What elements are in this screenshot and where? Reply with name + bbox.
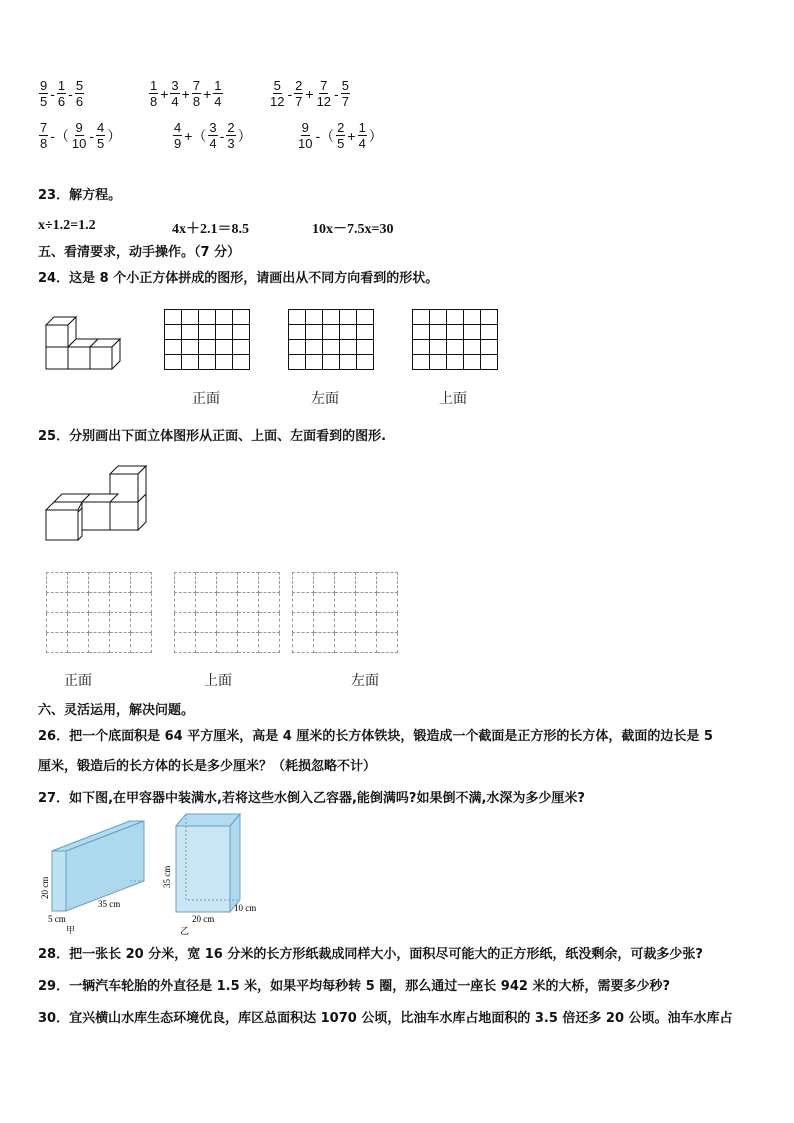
q27-title: 27．如下图,在甲容器中装满水,若将这些水倒入乙容器,能倒满吗?如果倒不满,水深为多少厘米? — [38, 791, 585, 806]
fraction — [341, 78, 350, 109]
q24-label-left: 左面 — [311, 390, 339, 406]
q27-yi-width: 20 cm — [192, 914, 215, 924]
denominator: 4 — [358, 136, 366, 151]
q27-jia-length: 35 cm — [98, 899, 121, 909]
q25-label-front: 正面 — [64, 672, 92, 688]
arith-row1-expr3 — [268, 78, 351, 109]
grid-cell[interactable] — [377, 613, 398, 633]
q24-label-top: 上面 — [439, 390, 467, 406]
grid-cell[interactable] — [430, 355, 447, 370]
grid-cell[interactable] — [314, 633, 335, 653]
grid-cell[interactable] — [464, 340, 481, 355]
q27-jia-width: 5 cm — [48, 914, 66, 924]
q27-yi-name: 乙 — [180, 926, 190, 936]
grid-cell[interactable] — [131, 613, 152, 633]
grid-cell[interactable] — [182, 340, 199, 355]
fraction — [316, 78, 332, 109]
denominator: 12 — [316, 94, 332, 109]
grid-cell[interactable] — [89, 613, 110, 633]
grid-cell[interactable] — [447, 340, 464, 355]
denominator: 8 — [150, 94, 158, 109]
grid-cell[interactable] — [447, 325, 464, 340]
grid-cell[interactable] — [182, 325, 199, 340]
grid-cell[interactable] — [68, 633, 89, 653]
grid-cell[interactable] — [233, 310, 250, 325]
grid-cell[interactable] — [335, 573, 356, 593]
grid-cell[interactable] — [357, 340, 374, 355]
grid-cell[interactable] — [199, 355, 216, 370]
denominator: 4 — [171, 94, 179, 109]
grid-cell[interactable] — [356, 593, 377, 613]
q24-cube-figure — [42, 310, 126, 374]
fraction — [170, 78, 179, 109]
grid-cell[interactable] — [199, 340, 216, 355]
numerator: 7 — [40, 120, 48, 135]
q27-jia-name: 甲 — [66, 925, 76, 935]
denominator: 12 — [270, 94, 285, 109]
numerator: 4 — [97, 120, 105, 135]
q25-label-left: 左面 — [351, 672, 379, 688]
denominator: 8 — [40, 136, 48, 151]
q25-cube-figure — [42, 464, 152, 544]
grid-cell[interactable] — [233, 355, 250, 370]
arith-row1-expr2 — [148, 78, 224, 109]
fraction — [297, 120, 313, 151]
grid-cell[interactable] — [89, 633, 110, 653]
grid-cell[interactable] — [196, 593, 217, 613]
grid-cell[interactable] — [464, 310, 481, 325]
operator: - — [68, 85, 73, 102]
denominator: 10 — [71, 136, 87, 151]
fraction — [269, 78, 285, 109]
grid-cell[interactable] — [447, 310, 464, 325]
denominator: 5 — [97, 136, 105, 151]
fraction — [173, 120, 182, 151]
grid-cell[interactable] — [340, 325, 357, 340]
numerator: 2 — [295, 78, 303, 93]
grid-cell[interactable] — [238, 633, 259, 653]
fraction — [208, 120, 217, 151]
numerator: 5 — [273, 78, 281, 93]
q27-container-yi — [156, 810, 276, 936]
grid-cell[interactable] — [165, 355, 182, 370]
grid-cell[interactable] — [481, 310, 498, 325]
grid-cell[interactable] — [165, 340, 182, 355]
numerator: 9 — [40, 78, 48, 93]
fraction — [192, 78, 201, 109]
grid-cell[interactable] — [47, 613, 68, 633]
grid-cell[interactable] — [131, 633, 152, 653]
grid-cell[interactable] — [430, 325, 447, 340]
grid-cell[interactable] — [182, 310, 199, 325]
grid-cell[interactable] — [47, 633, 68, 653]
denominator: 9 — [174, 136, 182, 151]
operator: + — [181, 85, 190, 102]
grid-cell[interactable] — [306, 310, 323, 325]
grid-cell[interactable] — [447, 355, 464, 370]
q25-label-top: 上面 — [204, 672, 232, 688]
section6-heading: 六、灵活运用，解决问题。 — [38, 703, 195, 718]
numerator: 7 — [320, 78, 328, 93]
grid-cell[interactable] — [377, 633, 398, 653]
fraction — [96, 120, 105, 151]
denominator: 8 — [192, 94, 201, 109]
grid-cell[interactable] — [289, 355, 306, 370]
grid-cell[interactable] — [293, 573, 314, 593]
denominator: 3 — [227, 136, 235, 151]
fraction — [75, 78, 84, 109]
grid-cell[interactable] — [356, 633, 377, 653]
q27-yi-depth: 10 cm — [234, 903, 257, 913]
grid-cell[interactable] — [216, 325, 233, 340]
grid-cell[interactable] — [238, 573, 259, 593]
grid-cell[interactable] — [238, 613, 259, 633]
operator: + — [305, 85, 314, 102]
grid-cell[interactable] — [306, 340, 323, 355]
q24-grid-top[interactable] — [412, 309, 498, 370]
q26-line1: 26．把一个底面积是 64 平方厘米，高是 4 厘米的长方体铁块，锻造成一个截面是正方形的长方体，截面的边长是 5 — [38, 729, 713, 744]
grid-cell[interactable] — [413, 325, 430, 340]
grid-cell[interactable] — [314, 613, 335, 633]
numerator: 2 — [337, 120, 345, 135]
q29-text: 29．一辆汽车轮胎的外直径是 1.5 米，如果平均每秒转 5 圈，那么通过一座长 942 米的大桥，需要多少秒? — [38, 979, 670, 994]
grid-cell[interactable] — [233, 340, 250, 355]
grid-cell[interactable] — [323, 340, 340, 355]
grid-cell[interactable] — [68, 573, 89, 593]
grid-cell[interactable] — [293, 613, 314, 633]
denominator: 5 — [40, 94, 48, 109]
operator: ） — [107, 127, 122, 144]
grid-cell[interactable] — [430, 310, 447, 325]
grid-cell[interactable] — [293, 593, 314, 613]
grid-cell[interactable] — [335, 633, 356, 653]
numerator: 1 — [150, 78, 158, 93]
numerator: 2 — [227, 120, 235, 135]
grid-cell[interactable] — [340, 310, 357, 325]
grid-cell[interactable] — [356, 573, 377, 593]
fraction — [39, 120, 48, 151]
numerator: 1 — [57, 78, 66, 93]
q25-grid-top[interactable] — [174, 572, 280, 653]
grid-cell[interactable] — [314, 593, 335, 613]
grid-cell[interactable] — [314, 573, 335, 593]
grid-cell[interactable] — [217, 613, 238, 633]
q30-text: 30．宜兴横山水库生态环境优良，库区总面积达 1070 公顷，比油车水库占地面积的 3.5 倍还多 20 公顷。油车水库占 — [38, 1011, 733, 1026]
grid-cell[interactable] — [481, 355, 498, 370]
q27-yi-height: 35 cm — [162, 865, 172, 888]
q25-title: 25．分别画出下面立体图形从正面、上面、左面看到的图形. — [38, 429, 387, 444]
numerator: 1 — [214, 78, 222, 93]
grid-cell[interactable] — [377, 573, 398, 593]
grid-cell[interactable] — [175, 593, 196, 613]
grid-cell[interactable] — [131, 593, 152, 613]
grid-cell[interactable] — [110, 593, 131, 613]
operator: - — [219, 127, 225, 144]
grid-cell[interactable] — [357, 325, 374, 340]
numerator: 5 — [341, 78, 349, 93]
q24-grid-front[interactable] — [164, 309, 250, 370]
grid-cell[interactable] — [306, 355, 323, 370]
grid-cell[interactable] — [217, 573, 238, 593]
grid-cell[interactable] — [217, 593, 238, 613]
denominator: 4 — [209, 136, 217, 151]
fraction — [226, 120, 235, 151]
grid-cell[interactable] — [196, 633, 217, 653]
q26-line2: 厘米，锻造后的长方体的长是多少厘米？（耗损忽略不计） — [38, 759, 377, 774]
grid-cell[interactable] — [175, 613, 196, 633]
grid-cell[interactable] — [464, 355, 481, 370]
grid-cell[interactable] — [110, 573, 131, 593]
operator: + — [347, 127, 356, 144]
grid-cell[interactable] — [199, 325, 216, 340]
operator: +（ — [184, 127, 207, 144]
grid-cell[interactable] — [340, 340, 357, 355]
grid-cell[interactable] — [464, 325, 481, 340]
grid-cell[interactable] — [289, 325, 306, 340]
denominator: 10 — [298, 136, 313, 151]
denominator: 6 — [75, 94, 84, 109]
q25-grid-left[interactable] — [292, 572, 398, 653]
operator: + — [203, 85, 212, 102]
grid-cell[interactable] — [259, 573, 280, 593]
fraction — [213, 78, 222, 109]
operator: + — [160, 85, 169, 102]
numerator: 7 — [192, 78, 201, 93]
grid-cell[interactable] — [196, 613, 217, 633]
fraction — [294, 78, 303, 109]
grid-cell[interactable] — [233, 325, 250, 340]
operator: -（ — [315, 127, 335, 144]
grid-cell[interactable] — [357, 355, 374, 370]
fraction — [57, 78, 66, 109]
q23-eq2: 4x＋2.1＝8.5 — [172, 222, 249, 237]
denominator: 6 — [57, 94, 66, 109]
grid-cell[interactable] — [47, 573, 68, 593]
grid-cell[interactable] — [110, 633, 131, 653]
operator: -（ — [50, 127, 69, 144]
q28-text: 28．把一张长 20 分米，宽 16 分米的长方形纸裁成同样大小，面积尽可能大的正方形纸，纸没剩余，可裁多少张? — [38, 947, 703, 962]
numerator: 9 — [301, 120, 309, 135]
numerator: 3 — [209, 120, 217, 135]
q25-grid-front[interactable] — [46, 572, 152, 653]
arith-row2-expr2 — [172, 120, 253, 151]
denominator: 7 — [341, 94, 349, 109]
grid-cell[interactable] — [259, 633, 280, 653]
q24-grid-left[interactable] — [288, 309, 374, 370]
grid-cell[interactable] — [430, 340, 447, 355]
operator: - — [334, 85, 339, 102]
grid-cell[interactable] — [323, 325, 340, 340]
q27-jia-height: 20 cm — [40, 876, 50, 899]
grid-cell[interactable] — [323, 310, 340, 325]
grid-cell[interactable] — [131, 573, 152, 593]
grid-cell[interactable] — [323, 355, 340, 370]
grid-cell[interactable] — [89, 593, 110, 613]
grid-cell[interactable] — [413, 355, 430, 370]
grid-cell[interactable] — [175, 633, 196, 653]
grid-cell[interactable] — [238, 593, 259, 613]
grid-cell[interactable] — [110, 613, 131, 633]
operator: - — [287, 85, 293, 102]
fraction — [336, 120, 345, 151]
numerator: 9 — [75, 120, 83, 135]
fraction — [149, 78, 158, 109]
grid-cell[interactable] — [357, 310, 374, 325]
numerator: 4 — [174, 120, 182, 135]
grid-cell[interactable] — [259, 613, 280, 633]
grid-cell[interactable] — [413, 340, 430, 355]
operator: - — [50, 85, 55, 102]
q23-eq3: 10x－7.5x=30 — [312, 222, 394, 237]
arith-row1-expr1 — [38, 78, 85, 109]
operator: ） — [368, 127, 383, 144]
numerator: 5 — [75, 78, 84, 93]
grid-cell[interactable] — [175, 573, 196, 593]
grid-cell[interactable] — [335, 593, 356, 613]
arith-row2-expr1 — [38, 120, 122, 151]
q24-title: 24．这是 8 个小正方体拼成的图形，请画出从不同方向看到的形状。 — [38, 271, 439, 286]
operator: ） — [237, 127, 252, 144]
grid-cell[interactable] — [356, 613, 377, 633]
grid-cell[interactable] — [216, 340, 233, 355]
grid-cell[interactable] — [293, 633, 314, 653]
arith-row2-expr3 — [296, 120, 384, 151]
denominator: 5 — [337, 136, 345, 151]
grid-cell[interactable] — [340, 355, 357, 370]
denominator: 4 — [214, 94, 222, 109]
grid-cell[interactable] — [481, 340, 498, 355]
q23-eq1: x÷1.2=1.2 — [38, 218, 96, 233]
grid-cell[interactable] — [216, 310, 233, 325]
q24-label-front: 正面 — [192, 390, 220, 406]
numerator: 3 — [171, 78, 179, 93]
section5-heading: 五、看清要求，动手操作。（7 分） — [38, 245, 241, 260]
grid-cell[interactable] — [47, 593, 68, 613]
fraction — [39, 78, 48, 109]
operator: - — [89, 127, 95, 144]
grid-cell[interactable] — [68, 613, 89, 633]
grid-cell[interactable] — [377, 593, 398, 613]
grid-cell[interactable] — [481, 325, 498, 340]
grid-cell[interactable] — [165, 310, 182, 325]
grid-cell[interactable] — [165, 325, 182, 340]
grid-cell[interactable] — [259, 593, 280, 613]
denominator: 7 — [295, 94, 303, 109]
grid-cell[interactable] — [182, 355, 199, 370]
q27-container-jia — [36, 815, 146, 935]
grid-cell[interactable] — [289, 340, 306, 355]
fraction — [71, 120, 87, 151]
grid-cell[interactable] — [216, 355, 233, 370]
grid-cell[interactable] — [89, 573, 110, 593]
grid-cell[interactable] — [413, 310, 430, 325]
q23-title: 23．解方程。 — [38, 188, 122, 203]
grid-cell[interactable] — [196, 573, 217, 593]
grid-cell[interactable] — [289, 310, 306, 325]
grid-cell[interactable] — [199, 310, 216, 325]
grid-cell[interactable] — [306, 325, 323, 340]
grid-cell[interactable] — [68, 593, 89, 613]
grid-cell[interactable] — [335, 613, 356, 633]
numerator: 1 — [358, 120, 366, 135]
grid-cell[interactable] — [217, 633, 238, 653]
fraction — [358, 120, 367, 151]
